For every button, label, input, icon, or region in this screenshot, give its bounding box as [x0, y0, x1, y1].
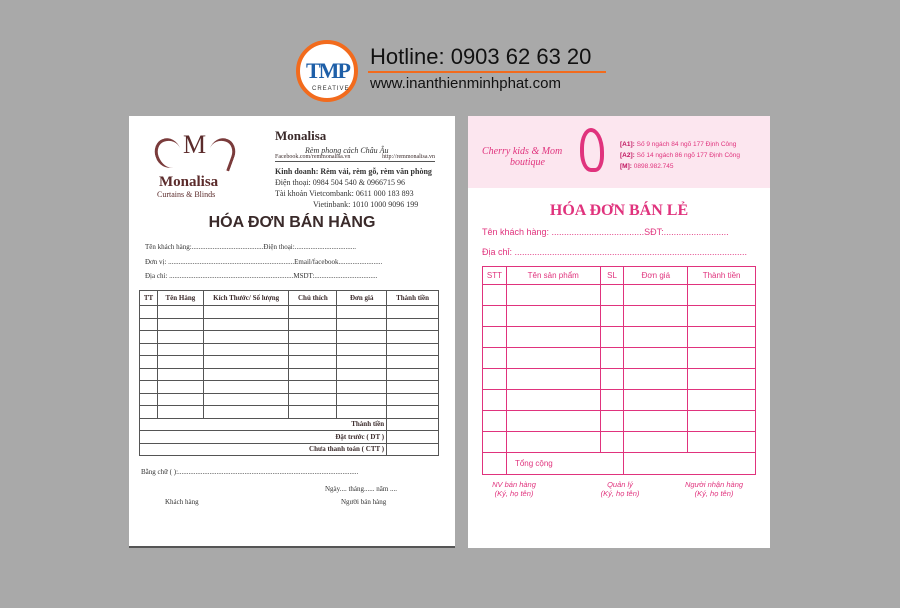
monalisa-logo	[155, 130, 235, 200]
shop-name-sub: boutique	[510, 157, 545, 168]
table-row	[140, 381, 439, 394]
total-row	[483, 453, 756, 475]
invoice1-table	[139, 290, 439, 456]
table-row	[140, 406, 439, 419]
address-line: Địa chỉ: .......................................................................MSDT:....................................	[145, 272, 378, 280]
company-slogan: Rèm phong cách Châu Âu	[305, 146, 389, 155]
logo-text: TMP	[306, 58, 349, 83]
col-stt: STT	[483, 267, 507, 285]
company-phone: Điện thoại: 0984 504 540 & 0966715 96	[275, 178, 405, 187]
company-business: Kinh doanh: Rèm vải, rèm gỗ, rèm văn phòng	[275, 167, 432, 176]
total-label: Tổng cộng	[506, 453, 624, 475]
customer-line: Tên khách hàng:.........................................Điện thoại:...................................	[145, 243, 356, 251]
col-unit-price: Đơn giá	[624, 267, 688, 285]
table-header-row	[140, 291, 439, 306]
shop-phone	[620, 163, 674, 170]
table-row	[140, 393, 439, 406]
brand-sub: Curtains & Blinds	[157, 190, 216, 199]
table-row	[140, 331, 439, 344]
col-tt: TT	[140, 291, 158, 306]
table-row	[140, 306, 439, 319]
table-row	[140, 318, 439, 331]
company-bank-1: Tài khoản Vietcombank: 0611 000 183 893	[275, 189, 414, 198]
table-row	[483, 306, 756, 327]
invoice-cherry	[468, 116, 770, 548]
table-row	[140, 343, 439, 356]
table-header-row	[483, 267, 756, 285]
invoice1-title: HÓA ĐƠN BÁN HÀNG	[208, 214, 376, 231]
wing-right-icon	[205, 134, 240, 171]
sign-receiver-label: Người nhận hàng	[684, 480, 744, 489]
phone-tag: [M]:	[620, 163, 632, 170]
logo-sub: CREATIVE	[312, 86, 350, 92]
summary-unpaid: Chưa thanh toán ( CTT )	[140, 443, 387, 456]
address-1-tag: [A1]:	[620, 141, 635, 148]
sign-receiver-note: (Ký, họ tên)	[694, 489, 734, 498]
tmp-logo	[296, 40, 358, 102]
summary-row	[140, 418, 439, 431]
sign-receiver	[672, 480, 756, 498]
address-2-text: Số 14 ngách 86 ngõ 177 Định Công	[634, 152, 740, 159]
sign-staff-note: (Ký, họ tên)	[494, 489, 534, 498]
col-product: Tên sản phẩm	[506, 267, 600, 285]
brand-letter: M	[183, 130, 207, 159]
table-row	[483, 285, 756, 306]
date-line: Ngày.... tháng...... năm ....	[325, 485, 398, 493]
invoice2-title: HÓA ĐƠN BÁN LẺ	[549, 202, 689, 219]
table-row	[483, 348, 756, 369]
amount-in-words: Bằng chữ ( ):.......................................................................................................	[141, 468, 359, 476]
company-bank-2: Vietinbank: 1010 1000 9096 199	[313, 200, 419, 209]
table-row	[140, 368, 439, 381]
invoice-monalisa	[129, 116, 455, 548]
summary-total: Thành tiền	[140, 418, 387, 431]
sign-manager-note: (Ký, họ tên)	[600, 489, 640, 498]
table-row	[483, 327, 756, 348]
address-1	[620, 141, 736, 148]
table-row	[483, 390, 756, 411]
table-row	[483, 369, 756, 390]
wing-left-icon	[151, 134, 186, 171]
table-row	[140, 356, 439, 369]
sign-seller: Người bán hàng	[341, 498, 387, 506]
shop-name: Cherry kids & Mom	[482, 146, 563, 157]
sign-manager	[584, 480, 656, 498]
address-line-2: Địa chỉ: .............................................................................................	[482, 247, 748, 257]
brand-name: Monalisa	[159, 174, 219, 190]
col-total: Thành tiền	[688, 267, 756, 285]
summary-row	[140, 443, 439, 456]
customer-line-2: Tên khách hàng: .....................................SĐT:..........................	[482, 227, 729, 237]
unit-line: Đơn vị: ........................................................................Email/facebook.........................	[145, 258, 383, 266]
sign-customer: Khách hàng	[165, 498, 199, 506]
sign-manager-label: Quản lý	[607, 480, 633, 489]
table-row	[483, 432, 756, 453]
mother-child-icon	[580, 128, 604, 172]
hotline-divider	[368, 71, 606, 73]
company-name: Monalisa	[275, 128, 327, 143]
col-qty: SL	[600, 267, 624, 285]
address-1-text: Số 9 ngách 84 ngõ 177 Định Công	[634, 141, 737, 148]
phone-text: 0898.982.745	[631, 163, 674, 170]
summary-row	[140, 431, 439, 444]
company-facebook: Facebook.com/remmonalisa.vn	[275, 154, 351, 160]
company-web: http://remmonalisa.vn	[382, 154, 435, 160]
col-price: Đơn giá	[337, 291, 387, 306]
address-2-tag: [A2]:	[620, 152, 635, 159]
address-2	[620, 152, 740, 159]
table-row	[483, 411, 756, 432]
col-note: Chú thích	[289, 291, 337, 306]
col-name: Tên Hàng	[157, 291, 203, 306]
hotline: Hotline: 0903 62 63 20	[370, 44, 592, 69]
col-size: Kích Thước/ Số lượng	[203, 291, 289, 306]
summary-deposit: Đặt trước ( DT )	[140, 431, 387, 444]
invoice2-header	[468, 116, 770, 188]
invoice2-table	[482, 266, 756, 475]
website: www.inanthienminhphat.com	[370, 75, 561, 92]
shop-logo-text	[482, 146, 562, 168]
sign-staff	[478, 480, 550, 498]
col-amount: Thành tiền	[387, 291, 439, 306]
sign-staff-label: NV bán hàng	[492, 480, 536, 489]
company-web-row	[275, 154, 435, 162]
